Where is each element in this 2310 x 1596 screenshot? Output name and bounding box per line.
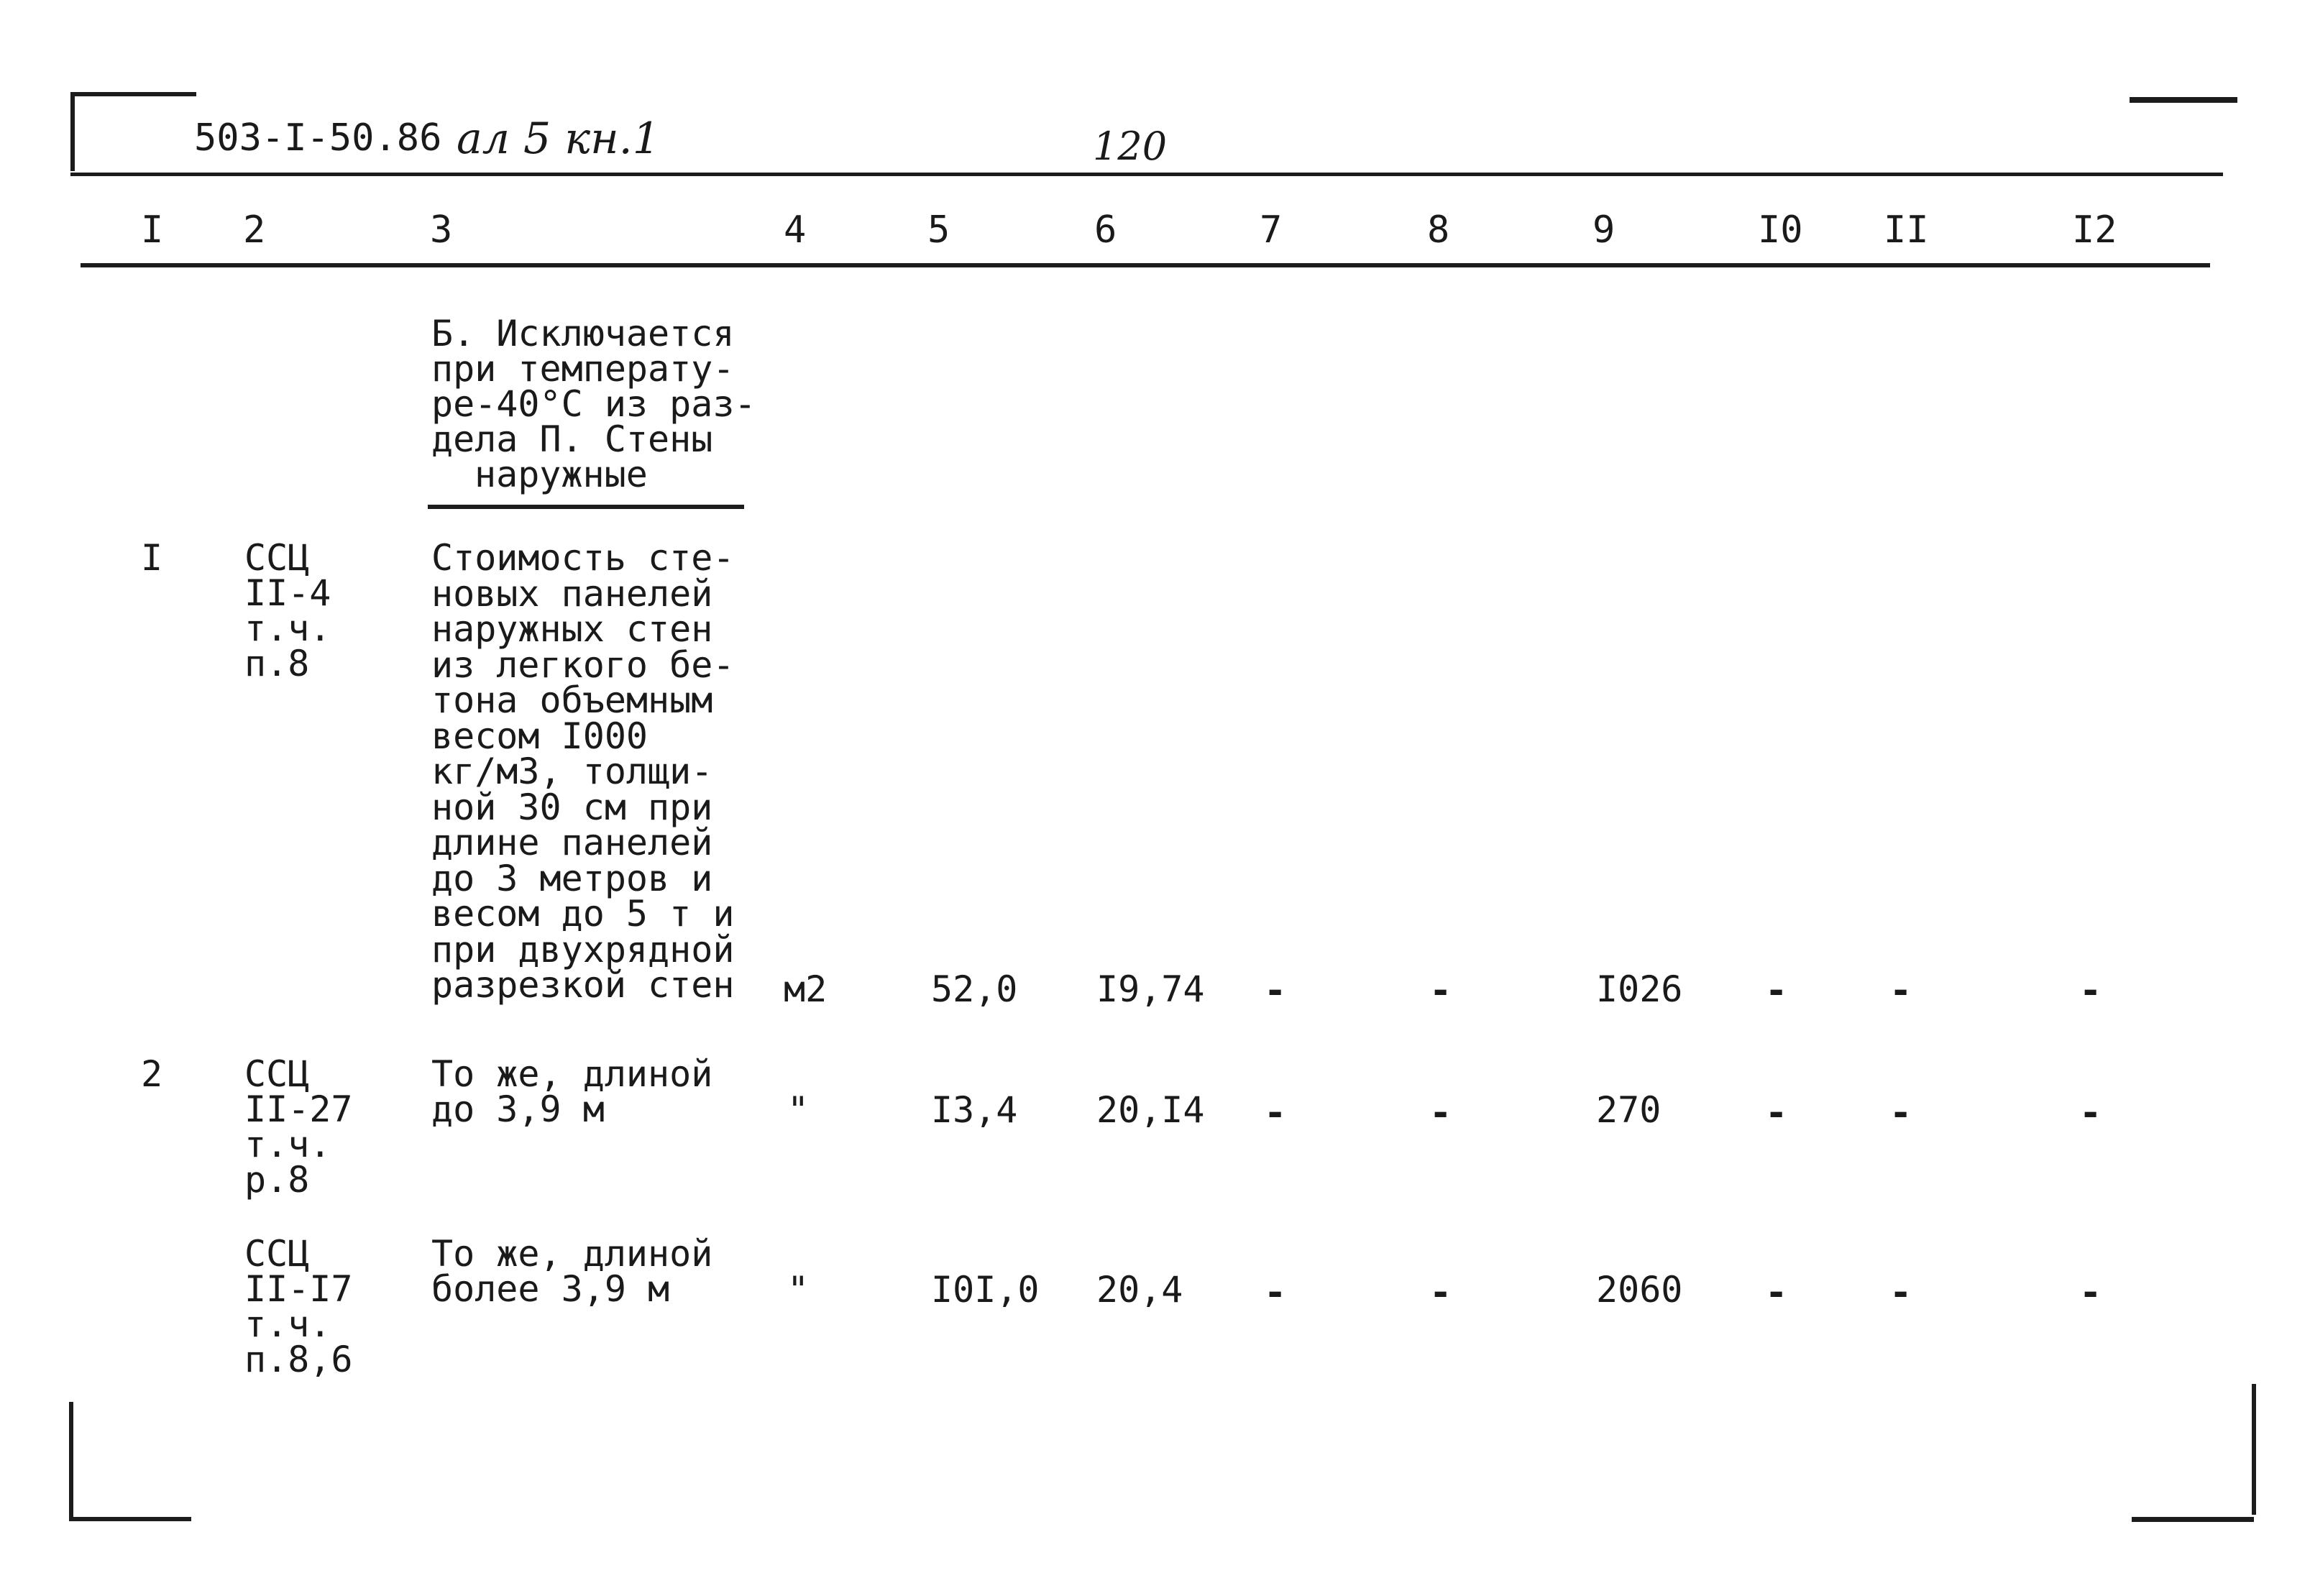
- row-total: 2060: [1596, 1269, 1683, 1311]
- column-number-3: 3: [430, 208, 453, 252]
- row-quantity: I0I,0: [931, 1269, 1040, 1311]
- row-code-line: п.8: [244, 643, 310, 684]
- frame-corner-top-left-v: [70, 92, 75, 171]
- row-total: 270: [1596, 1089, 1662, 1131]
- column-number-9: 9: [1592, 208, 1615, 252]
- row-description-line: из легкого бе-: [431, 643, 735, 686]
- row-description-line: до 3,9 м: [431, 1088, 605, 1130]
- row-code-line: ССЦ: [244, 537, 310, 579]
- row-code-line: р.8: [244, 1159, 310, 1201]
- row-col8: -: [1429, 1271, 1452, 1314]
- section-title-line: при температу-: [431, 348, 735, 390]
- row-col8: -: [1429, 1091, 1452, 1134]
- column-number-6: 6: [1094, 208, 1117, 252]
- row-unit: ": [787, 1089, 810, 1131]
- row-description-line: разрезкой стен: [431, 964, 735, 1006]
- row-description: [431, 1053, 713, 1130]
- row-code-line: п.8,6: [244, 1339, 353, 1380]
- row-description-line: длине панелей: [431, 822, 713, 863]
- frame-corner-bottom-right-v: [2252, 1384, 2256, 1515]
- row-unit: ": [787, 1269, 810, 1311]
- row-description-line: до 3 метров и: [431, 857, 713, 899]
- row-code-line: т.ч.: [244, 607, 331, 649]
- row-col10: -: [1765, 1271, 1788, 1314]
- frame-corner-top-right-h: [2130, 97, 2237, 103]
- column-number-7: 7: [1260, 208, 1283, 252]
- section-title-line: Б. Исключается: [431, 313, 735, 354]
- row-code-line: II-4: [244, 572, 331, 614]
- frame-corner-bottom-right-h: [2132, 1517, 2254, 1522]
- row-unit-price: I9,74: [1096, 968, 1205, 1010]
- row-description-line: То же, длиной: [431, 1233, 713, 1275]
- frame-corner-bottom-left-v: [69, 1402, 73, 1521]
- row-col11: -: [1889, 1271, 1912, 1314]
- row-code: [244, 1053, 353, 1201]
- row-unit-price: 20,4: [1096, 1269, 1183, 1311]
- row-description-line: весом I000: [431, 715, 648, 757]
- column-number-8: 8: [1427, 208, 1450, 252]
- row-total: I026: [1596, 968, 1683, 1010]
- section-title-line: ре-40°С из раз-: [431, 383, 756, 425]
- row-col12: -: [2079, 1271, 2102, 1314]
- row-unit-price: 20,I4: [1096, 1089, 1205, 1131]
- column-number-1: I: [141, 208, 164, 252]
- row-code-line: ССЦ: [244, 1053, 310, 1095]
- row-code-line: т.ч.: [244, 1303, 331, 1345]
- row-col8: -: [1429, 969, 1452, 1012]
- row-description-line: Стоимость сте-: [431, 537, 735, 579]
- row-description-line: весом до 5 т и: [431, 893, 735, 935]
- handwritten-note: ал 5 кн.1: [457, 114, 660, 164]
- row-col11: -: [1889, 1091, 1912, 1134]
- row-quantity: 52,0: [931, 968, 1018, 1010]
- section-title: [431, 313, 756, 495]
- row-description-line: тона объемным: [431, 679, 713, 721]
- row-col10: -: [1765, 969, 1788, 1012]
- row-description-line: наружных стен: [431, 608, 713, 650]
- column-number-5: 5: [927, 208, 950, 252]
- row-description: [431, 537, 735, 1006]
- section-title-line: наружные: [475, 454, 648, 495]
- row-description-line: более 3,9 м: [431, 1268, 670, 1310]
- page-number: 120: [1093, 124, 1168, 169]
- section-title-underline: [428, 505, 744, 509]
- row-col7: -: [1264, 1091, 1287, 1134]
- row-description-line: новых панелей: [431, 572, 713, 615]
- row-col12: -: [2079, 969, 2102, 1012]
- section-title-line: дела П. Стены: [431, 418, 713, 460]
- row-description: [431, 1233, 713, 1310]
- row-quantity: I3,4: [931, 1089, 1018, 1131]
- row-code: [244, 1233, 353, 1380]
- row-code-line: т.ч.: [244, 1124, 331, 1165]
- row-col11: -: [1889, 969, 1912, 1012]
- row-code: [244, 537, 331, 684]
- column-number-12: I2: [2072, 208, 2117, 252]
- row-col10: -: [1765, 1091, 1788, 1134]
- document-code: 503-I-50.86: [194, 116, 442, 160]
- frame-corner-top-left-h: [70, 92, 196, 96]
- row-number: I: [141, 537, 163, 579]
- column-header-rule: [81, 263, 2210, 267]
- column-number-11: II: [1884, 208, 1929, 252]
- row-col7: -: [1264, 969, 1287, 1012]
- row-description-line: ной 30 см при: [431, 786, 713, 828]
- row-col12: -: [2079, 1091, 2102, 1134]
- row-code-line: II-27: [244, 1088, 353, 1130]
- frame-corner-bottom-left-h: [69, 1517, 191, 1521]
- row-code-line: ССЦ: [244, 1233, 310, 1275]
- row-description-line: при двухрядной: [431, 928, 735, 971]
- header-rule: [70, 173, 2223, 176]
- row-description-line: кг/м3, толщи-: [431, 751, 713, 792]
- row-code-line: II-I7: [244, 1268, 353, 1310]
- row-number: 2: [141, 1053, 163, 1095]
- column-number-2: 2: [243, 208, 266, 252]
- row-col7: -: [1264, 1271, 1287, 1314]
- row-description-line: То же, длиной: [431, 1053, 713, 1095]
- column-number-10: I0: [1758, 208, 1803, 252]
- row-unit: м2: [784, 968, 828, 1010]
- column-number-4: 4: [784, 208, 807, 252]
